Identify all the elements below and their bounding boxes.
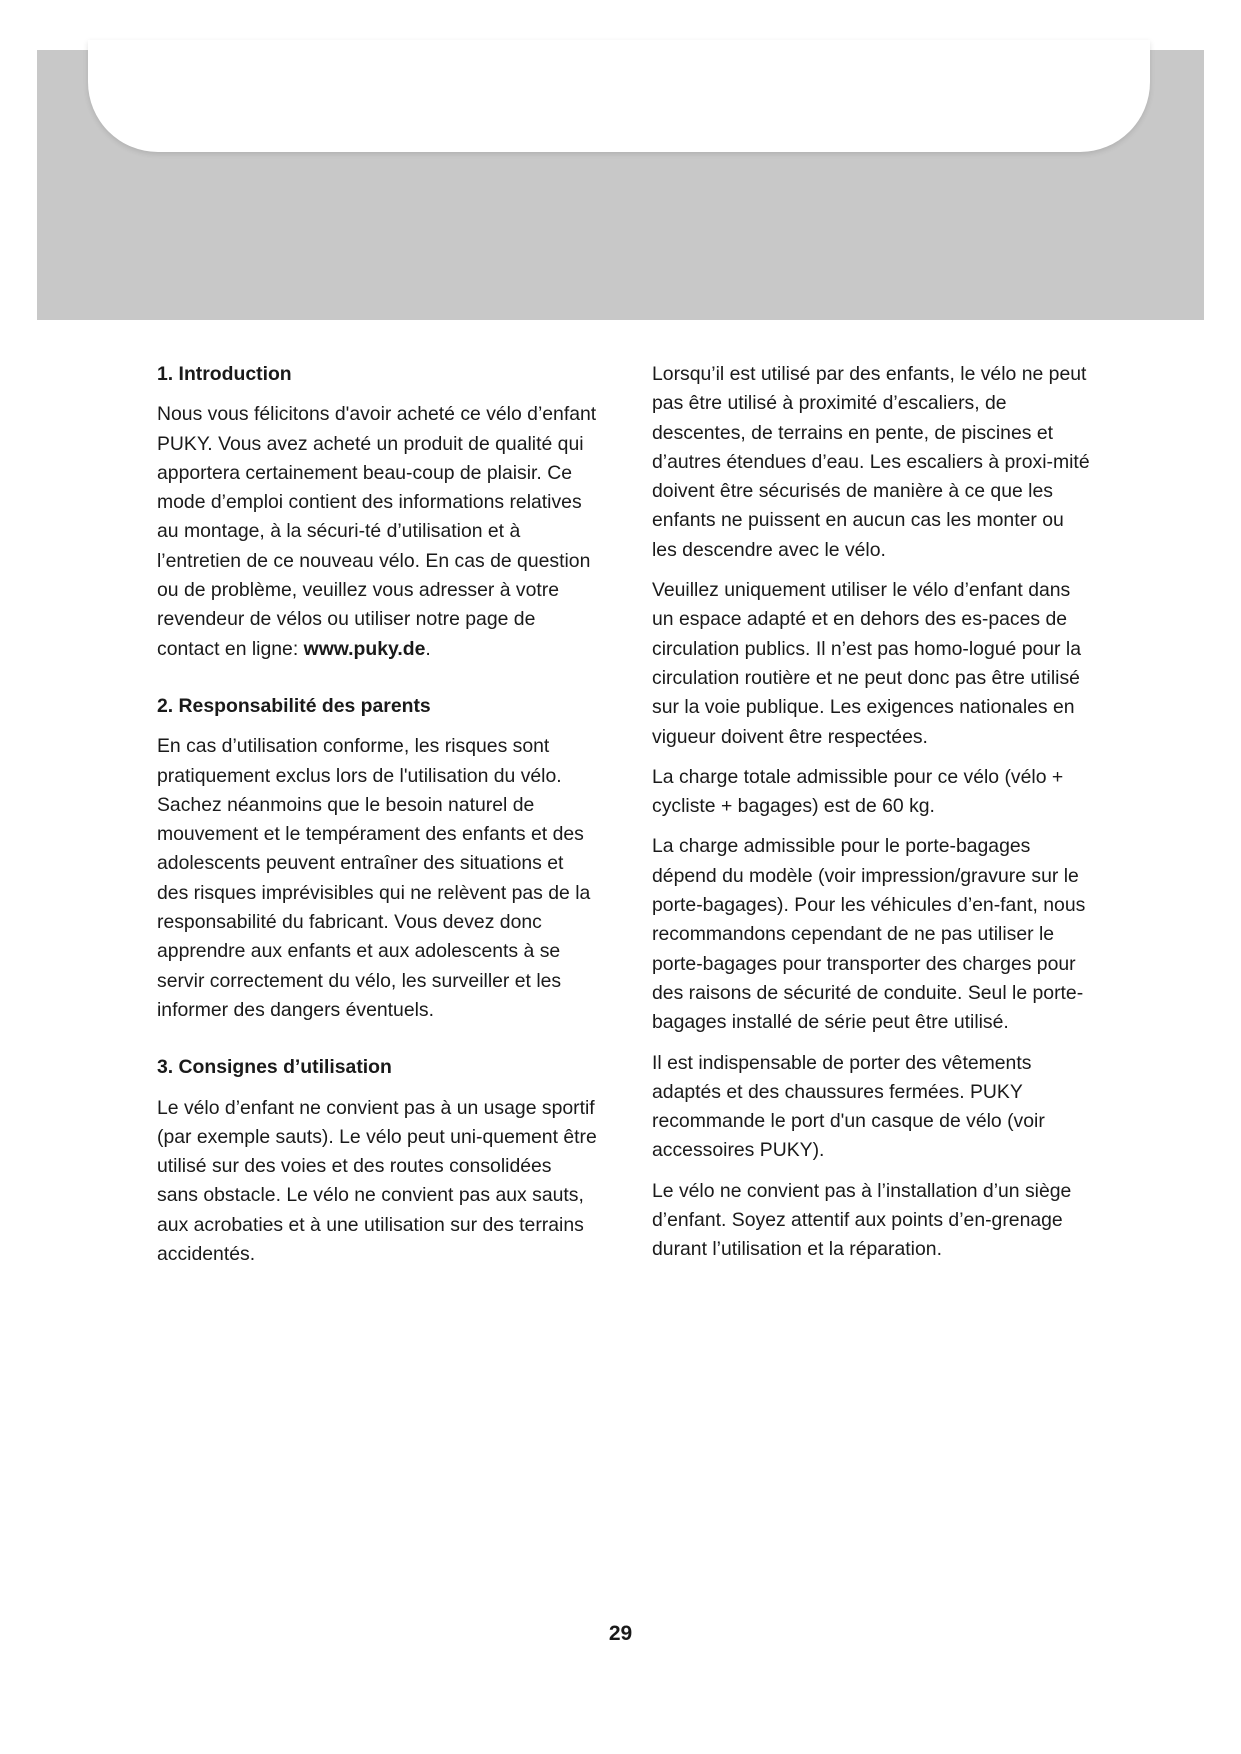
website-link[interactable]: www.puky.de xyxy=(303,637,426,660)
right-paragraph: Le vélo ne convient pas à l’installation d’un siège d’enfant. Soyez attentif aux points d’en-grenage durant l’utilisation et la réparation. xyxy=(652,1179,1072,1261)
right-paragraph: La charge admissible pour le porte-bagages dépend du modèle (voir impression/gravure sur le porte-bagages). Pour les véhicules d’en-fant, nous recommandons cependant de ne pas utiliser le porte-bagages pour transporter des charges pour des raisons de sécurité de conduite. Seul le porte-bagages installé de série peut être utilisé. xyxy=(652,835,1086,1034)
page-number: 29 xyxy=(608,1622,633,1645)
introduction-text-end: . xyxy=(425,637,431,660)
left-column xyxy=(157,360,597,1280)
section-heading-responsabilite: 2. Responsabilité des parents xyxy=(157,694,431,717)
right-paragraph: Veuillez uniquement utiliser le vélo d’enfant dans un espace adapté et en dehors des es-paces de circulation publics. Il n’est pas homo-logué pour la circulation routière et ne peut donc pas être utilisé sur la voie publique. Les exigences nationales en vigueur doivent être respectées. xyxy=(652,579,1081,748)
header-tab xyxy=(88,40,1150,152)
right-paragraph: Il est indispensable de porter des vêtements adaptés et des chaussures fermées. PUKY recommande le port d'un casque de vélo (voir accessoires PUKY). xyxy=(652,1051,1045,1162)
section-heading-introduction: 1. Introduction xyxy=(157,363,292,385)
section-heading-consignes: 3. Consignes d’utilisation xyxy=(157,1056,392,1079)
right-paragraph: Lorsqu’il est utilisé par des enfants, le vélo ne peut pas être utilisé à proximité d’escaliers, de descentes, de terrains en pente, de piscines et d’autres étendues d’eau. Les escaliers à proxi-mité doivent être sécurisés de manière à ce que les enfants ne puissent en aucun cas les monter ou les descendre avec le vélo. xyxy=(652,363,1090,561)
section-paragraph-responsabilite: En cas d’utilisation conforme, les risques sont pratiquement exclus lors de l'utilisation du vélo. Sachez néanmoins que le besoin naturel de mouvement et le tempérament des enfants et des adolescents peuvent entraîner des situations et des risques imprévisibles qui ne relèvent pas de la responsabilité du fabricant. Vous devez donc apprendre aux enfants et aux adolescents à se servir correctement du vélo, les surveiller et les informer des dangers éventuels. xyxy=(157,735,591,1021)
right-column xyxy=(652,360,1092,1276)
right-paragraph: La charge totale admissible pour ce vélo (vélo + cycliste + bagages) est de 60 kg. xyxy=(652,765,1064,818)
introduction-text: Nous vous félicitons d'avoir acheté ce vélo d’enfant PUKY. Vous avez acheté un produit de qualité qui apportera certainement beau-coup de plaisir. Ce mode d’emploi contient des informations relatives au montage, à la sécuri-té d’utilisation et à l’entretien de ce nouveau vélo. En cas de question ou de problème, veuillez vous adresser à votre revendeur de vélos ou utiliser notre page de contact en ligne: xyxy=(157,403,597,660)
section-paragraph-introduction xyxy=(157,400,597,664)
section-paragraph-consignes: Le vélo d’enfant ne convient pas à un usage sportif (par exemple sauts). Le vélo peut uni-quement être utilisé sur des voies et des routes consolidées sans obstacle. Le vélo ne convient pas aux sauts, aux acrobaties et à une utilisation sur des terrains accidentés. xyxy=(157,1096,597,1266)
